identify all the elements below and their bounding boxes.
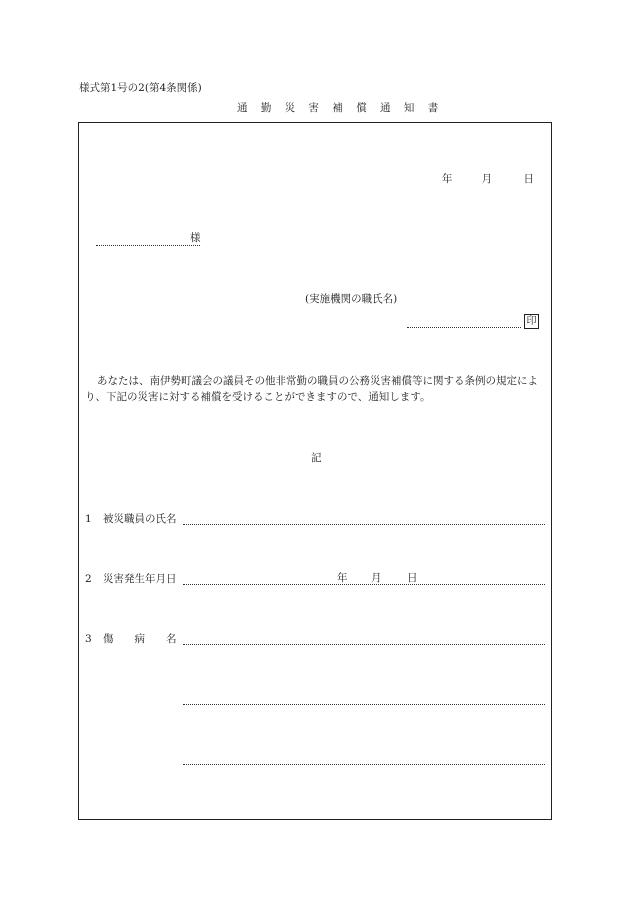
incident-day-label: 日 [407,572,418,584]
addressee-suffix: 様 [190,232,201,244]
issuer-name-field[interactable] [407,327,521,328]
injury-name-field-1[interactable] [183,644,545,645]
incident-year-label: 年 [337,572,348,584]
form-frame [78,122,552,820]
item-3-number: 3 [85,633,92,645]
addressee-name-field[interactable] [96,245,200,246]
injury-name-field-3[interactable] [183,764,545,765]
seal-mark: 印 [524,314,539,329]
document-title: 通 勤 災 害 補 償 通 知 書 [237,102,444,114]
form-number: 様式第1号の2(第4条関係) [79,82,202,94]
incident-month-label: 月 [371,572,382,584]
item-3 [85,631,177,646]
item-2 [85,571,177,586]
item-2-label: 災害発生年月日 [103,573,177,585]
incident-date-field[interactable] [183,584,545,585]
item-1-number: 1 [85,513,92,525]
date-day-label: 日 [523,173,534,185]
ki-heading: 記 [311,452,322,464]
date-year-label: 年 [441,173,453,185]
notice-body: あなたは、南伊勢町議会の議員その他非常勤の職員の公務災害補償等に関する条例の規定により、下記の災害に対する補償を受けることができますので、通知します。 [85,375,538,403]
item-1 [85,511,177,526]
item-3-label: 傷 病 名 [103,633,177,645]
injury-name-field-2[interactable] [183,704,545,705]
victim-name-field[interactable] [183,524,545,525]
item-2-number: 2 [85,573,92,585]
notice-date [418,171,534,186]
date-month-label: 月 [481,173,493,185]
issuer-label: (実施機関の職氏名) [305,293,398,305]
item-1-label: 被災職員の氏名 [103,513,177,525]
